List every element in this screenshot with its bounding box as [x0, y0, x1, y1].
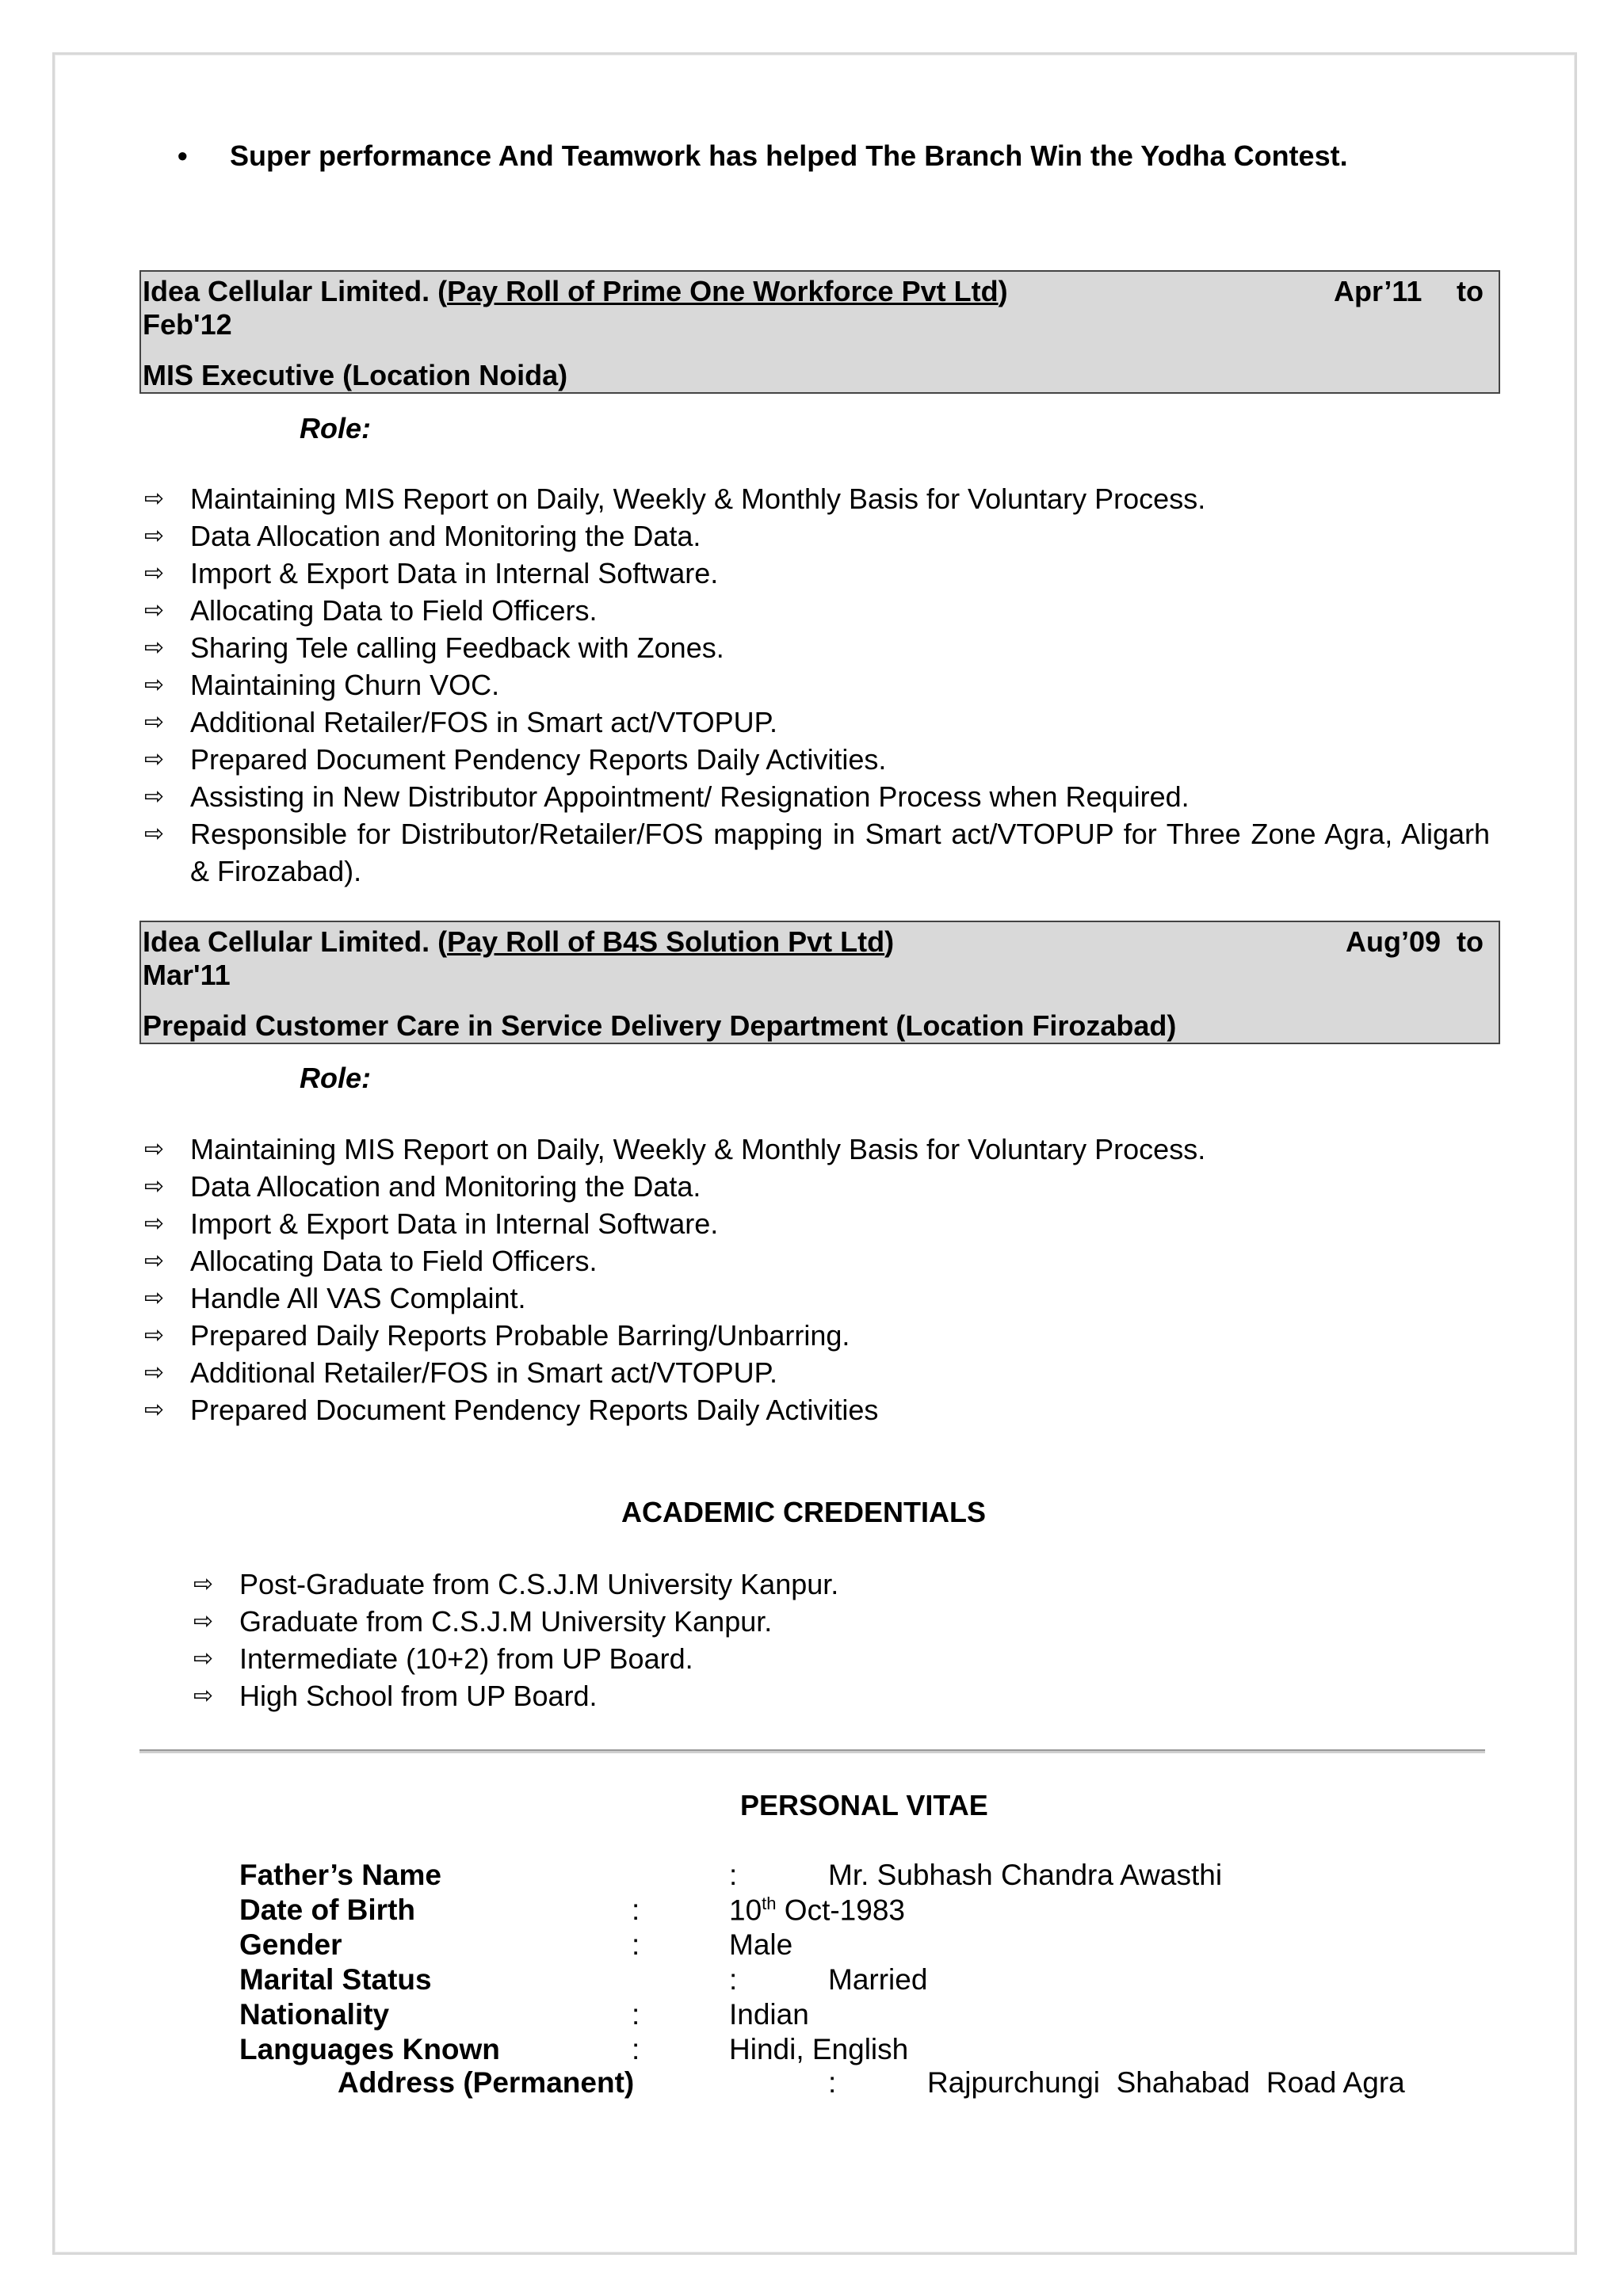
- arrow-right-icon: ⇨: [144, 821, 165, 847]
- arrow-right-icon: ⇨: [144, 672, 165, 698]
- list-item: ⇨ Maintaining MIS Report on Daily, Weekly & Monthly Basis for Voluntary Process.: [139, 1131, 1487, 1168]
- arrow-right-icon: ⇨: [144, 597, 165, 624]
- list-item: ⇨ Additional Retailer/FOS in Smart act/VTOPUP.: [139, 1354, 1487, 1391]
- list-item: ⇨ Handle All VAS Complaint.: [139, 1280, 1487, 1317]
- arrow-right-icon: ⇨: [144, 1322, 165, 1348]
- list-item: ⇨ Import & Export Data in Internal Software.: [139, 1205, 1487, 1242]
- list-item: ⇨ Maintaining Churn VOC.: [139, 666, 1487, 704]
- section-divider: [139, 1749, 1485, 1753]
- list-item: ⇨ Data Allocation and Monitoring the Data.: [139, 1168, 1487, 1205]
- list-item: ⇨ Allocating Data to Field Officers.: [139, 1242, 1487, 1280]
- academic-heading: ACADEMIC CREDENTIALS: [621, 1496, 987, 1528]
- job2-role-label: Role:: [300, 1062, 371, 1094]
- arrow-right-icon: ⇨: [144, 560, 165, 586]
- arrow-right-icon: ⇨: [144, 1397, 165, 1423]
- list-item: ⇨ Import & Export Data in Internal Software.: [139, 555, 1487, 592]
- address-value: Rajpurchungi Shahabad Road Agra: [927, 2066, 1405, 2099]
- job2-header: [139, 921, 1500, 1044]
- fathers-name-value: Mr. Subhash Chandra Awasthi: [828, 1859, 1223, 1891]
- job2-date-to-word: to: [1457, 925, 1484, 958]
- colon: :: [828, 2066, 837, 2099]
- top-bullet-text: Super performance And Teamwork has helped The Branch Win the Yodha Contest.: [230, 139, 1348, 172]
- arrow-right-icon: ⇨: [144, 486, 165, 512]
- list-item: ⇨ Sharing Tele calling Feedback with Zones.: [139, 629, 1487, 666]
- list-item: ⇨ Responsible for Distributor/Retailer/FOS mapping in Smart act/VTOPUP for Three Zone Agra, Aligarh & Firozabad).: [139, 815, 1487, 890]
- academic-list: [189, 1566, 1536, 1714]
- colon: :: [632, 1998, 640, 2031]
- job1-header: [139, 270, 1500, 394]
- nationality-value: Indian: [729, 1998, 809, 2031]
- list-item: ⇨ Allocating Data to Field Officers.: [139, 592, 1487, 629]
- arrow-right-icon: ⇨: [144, 1211, 165, 1237]
- job1-role-list: [139, 480, 1490, 890]
- arrow-right-icon: ⇨: [144, 1248, 165, 1274]
- list-item: ⇨ High School from UP Board.: [189, 1677, 1536, 1714]
- list-item: ⇨ Prepared Daily Reports Probable Barring/Unbarring.: [139, 1317, 1487, 1354]
- arrow-right-icon: ⇨: [193, 1683, 214, 1709]
- arrow-right-icon: ⇨: [144, 746, 165, 772]
- arrow-right-icon: ⇨: [144, 709, 165, 735]
- arrow-right-icon: ⇨: [193, 1608, 214, 1634]
- arrow-right-icon: ⇨: [144, 635, 165, 661]
- colon: :: [632, 2033, 640, 2065]
- list-item: ⇨ Assisting in New Distributor Appointment/ Resignation Process when Required.: [139, 778, 1487, 815]
- list-item: ⇨ Additional Retailer/FOS in Smart act/VTOPUP.: [139, 704, 1487, 741]
- arrow-right-icon: ⇨: [144, 1360, 165, 1386]
- job1-date-to-word: to: [1457, 275, 1484, 307]
- list-item: ⇨ Graduate from C.S.J.M University Kanpur.: [189, 1603, 1536, 1640]
- marital-status-value: Married: [828, 1963, 928, 1996]
- colon: :: [632, 1894, 640, 1926]
- list-item: ⇨ Maintaining MIS Report on Daily, Weekly & Monthly Basis for Voluntary Process.: [139, 480, 1487, 517]
- address-label: Address (Permanent): [338, 2066, 635, 2099]
- job1-role-label: Role:: [300, 412, 371, 444]
- colon: :: [729, 1963, 738, 1996]
- personal-heading: PERSONAL VITAE: [740, 1789, 988, 1821]
- arrow-right-icon: ⇨: [144, 784, 165, 810]
- arrow-right-icon: ⇨: [144, 523, 165, 549]
- languages-label: Languages Known: [239, 2033, 500, 2065]
- marital-status-label: Marital Status: [239, 1963, 432, 1996]
- arrow-right-icon: ⇨: [193, 1646, 214, 1672]
- list-item: ⇨ Intermediate (10+2) from UP Board.: [189, 1640, 1536, 1677]
- colon: :: [729, 1859, 738, 1891]
- fathers-name-label: Father’s Name: [239, 1859, 441, 1891]
- job1-date-to: Feb'12: [143, 308, 232, 341]
- list-item: ⇨ Prepared Document Pendency Reports Daily Activities: [139, 1391, 1487, 1428]
- job1-payroll: Pay Roll of Prime One Workforce Pvt Ltd: [447, 275, 999, 307]
- list-item: ⇨ Data Allocation and Monitoring the Data.: [139, 517, 1487, 555]
- arrow-right-icon: ⇨: [144, 1136, 165, 1162]
- job2-date-to: Mar'11: [143, 959, 231, 991]
- job1-company: Idea Cellular Limited. (Pay Roll of Prime One Workforce Pvt Ltd): [143, 275, 1008, 307]
- job2-role-list: [139, 1131, 1487, 1428]
- job1-title: MIS Executive (Location Noida): [143, 359, 568, 391]
- arrow-right-icon: ⇨: [193, 1571, 214, 1597]
- list-item: ⇨ Prepared Document Pendency Reports Daily Activities.: [139, 741, 1487, 778]
- job1-date-from: Apr’11: [1334, 275, 1423, 307]
- colon: :: [632, 1928, 640, 1961]
- dob-value: 10th Oct-1983: [729, 1894, 905, 1927]
- arrow-right-icon: ⇨: [144, 1173, 165, 1199]
- dob-label: Date of Birth: [239, 1894, 415, 1926]
- languages-value: Hindi, English: [729, 2033, 909, 2065]
- job2-company: Idea Cellular Limited. (Pay Roll of B4S Solution Pvt Ltd): [143, 925, 895, 958]
- gender-label: Gender: [239, 1928, 342, 1961]
- nationality-label: Nationality: [239, 1998, 390, 2031]
- list-item: ⇨ Post-Graduate from C.S.J.M University Kanpur.: [189, 1566, 1536, 1603]
- job2-payroll: Pay Roll of B4S Solution Pvt Ltd: [447, 925, 885, 958]
- bullet-dot-icon: •: [178, 139, 188, 172]
- arrow-right-icon: ⇨: [144, 1285, 165, 1311]
- job2-date-from: Aug’09: [1346, 925, 1442, 958]
- job2-title: Prepaid Customer Care in Service Delivery Department (Location Firozabad): [143, 1009, 1177, 1042]
- gender-value: Male: [729, 1928, 793, 1961]
